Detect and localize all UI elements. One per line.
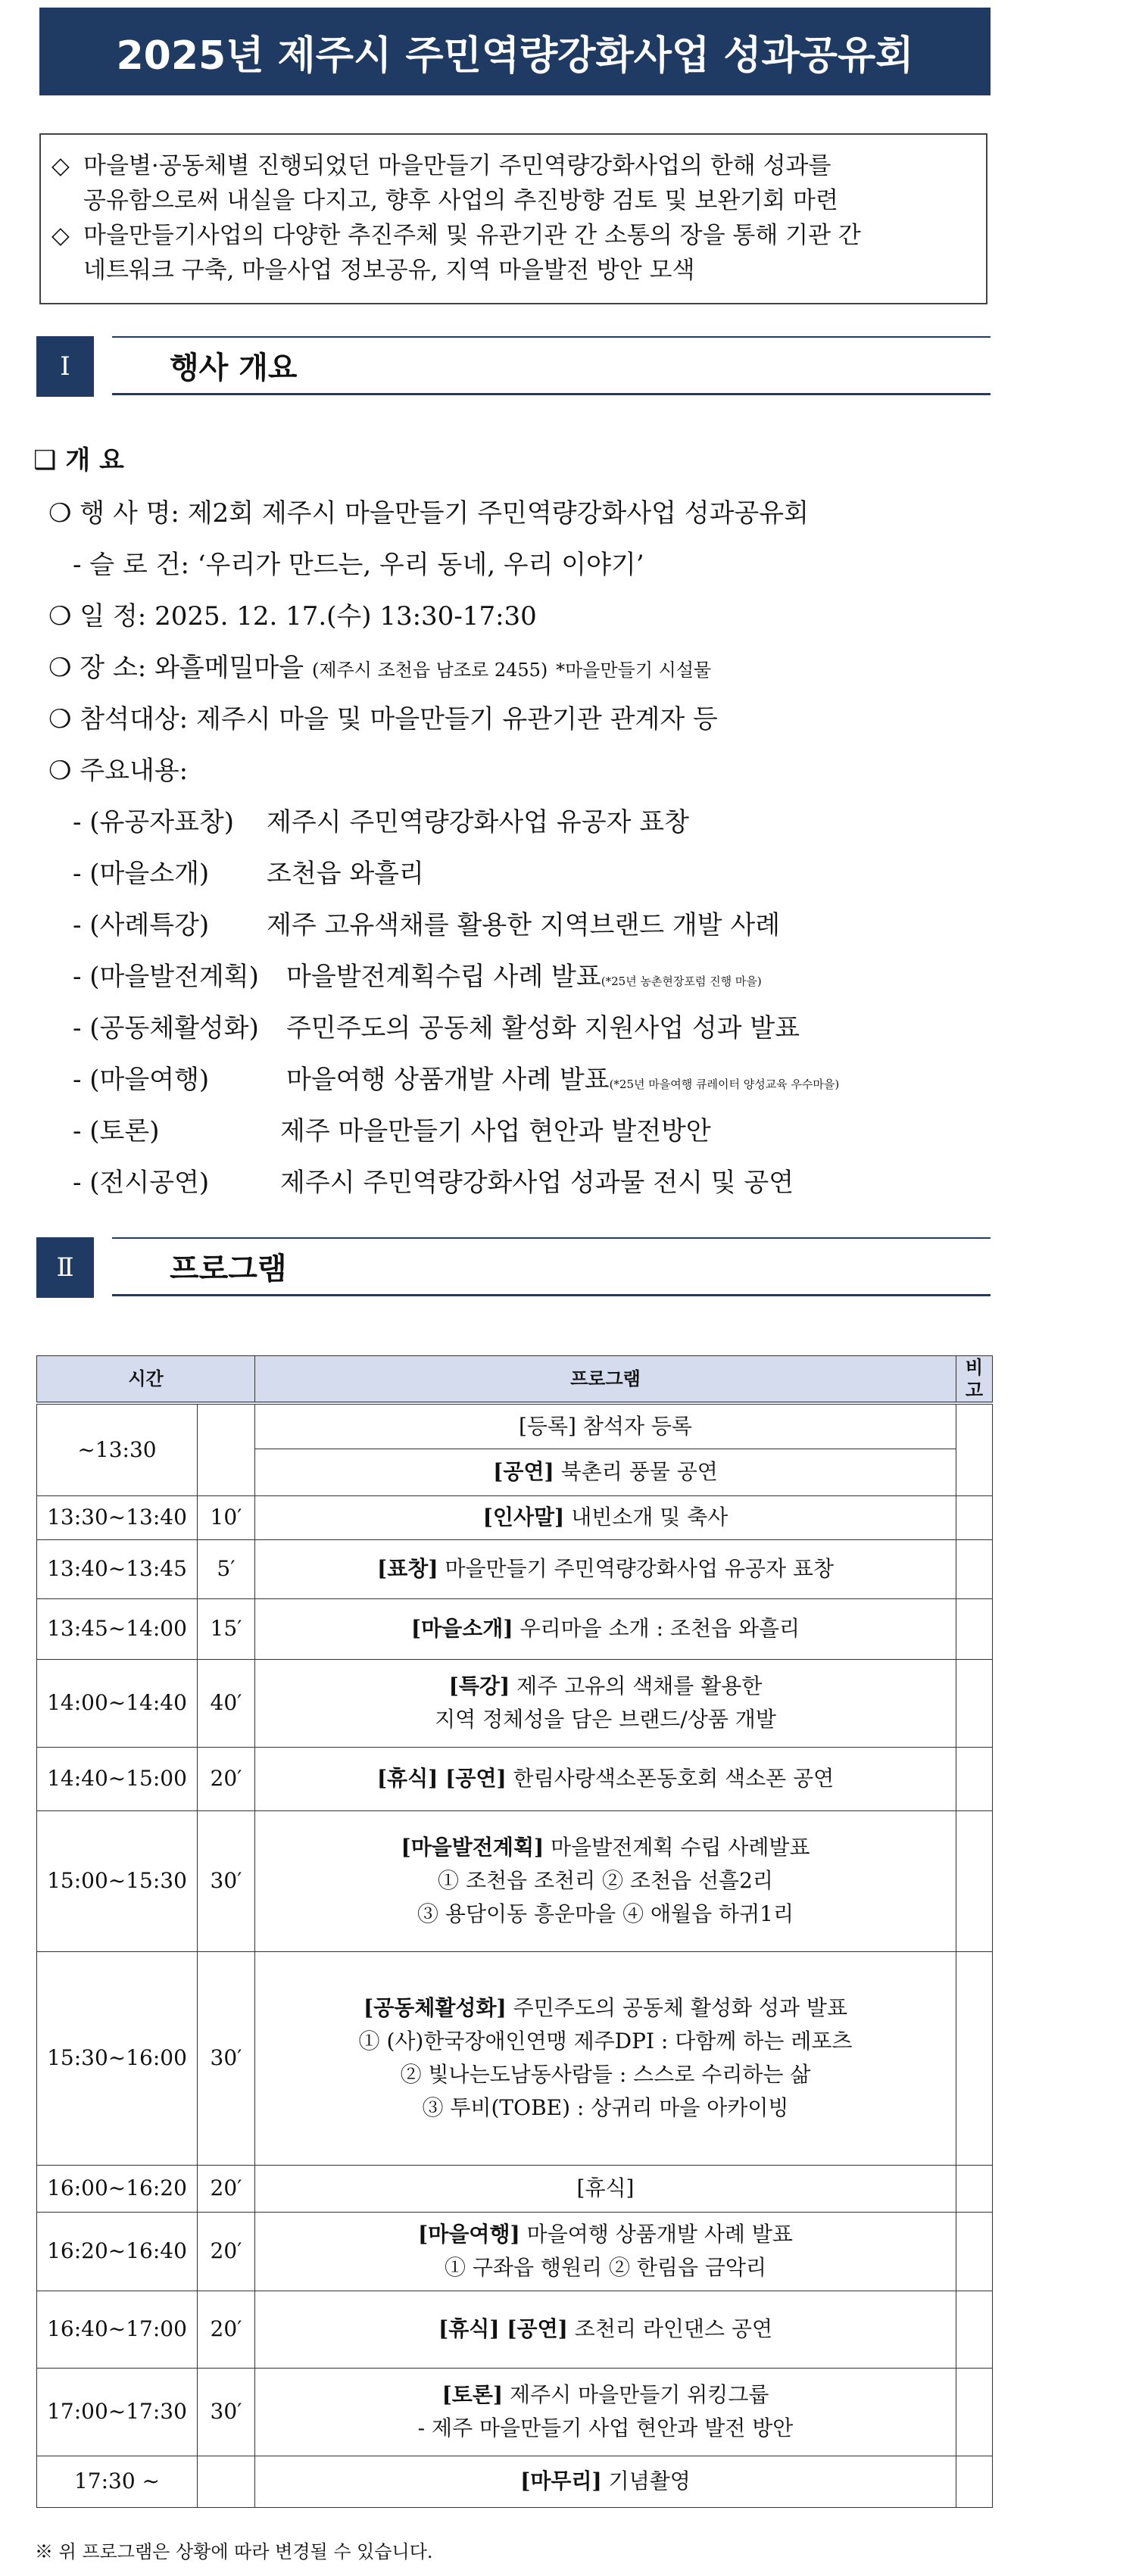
program-text: 조천리 라인댄스 공연 bbox=[567, 2316, 773, 2341]
note-cell bbox=[956, 2291, 993, 2368]
content-item bbox=[73, 853, 424, 890]
section-header-program bbox=[36, 1237, 991, 1298]
table-row bbox=[37, 1659, 993, 1747]
program-text: 마을여행 상품개발 사례 발표 bbox=[519, 2222, 793, 2247]
purpose-line: 마을별·공동체별 진행되었던 마을만들기 주민역량강화사업의 한해 성과를 bbox=[83, 152, 831, 179]
section-title: 행사 개요 bbox=[112, 336, 991, 395]
note-cell bbox=[956, 2456, 993, 2507]
note-cell bbox=[956, 1747, 993, 1810]
time-cell: ~13:30 bbox=[37, 1403, 198, 1495]
table-row bbox=[37, 1598, 993, 1659]
program-cell bbox=[255, 2291, 956, 2368]
content-label: - (마을발전계획) bbox=[73, 962, 259, 992]
program-tag: [공동체활성화] bbox=[363, 1995, 507, 2020]
section-header-overview bbox=[36, 336, 991, 397]
content-note: (*25년 마을여행 큐레이터 양성교육 우수마을) bbox=[609, 1077, 840, 1091]
duration-cell: 10′ bbox=[198, 1495, 255, 1539]
duration-cell: 20′ bbox=[198, 2165, 255, 2212]
diamond-icon: ◇ bbox=[51, 152, 70, 179]
program-detail: ① 조천읍 조천리 ② 조천읍 선흘2리 bbox=[438, 1868, 773, 1893]
table-row bbox=[37, 1810, 993, 1951]
note-cell bbox=[956, 2212, 993, 2291]
program-cell bbox=[255, 1539, 956, 1598]
content-text: 조천읍 와흘리 bbox=[267, 859, 424, 889]
footnote: ※ 위 프로그램은 상황에 따라 변경될 수 있습니다. bbox=[35, 2541, 433, 2562]
content-item bbox=[73, 801, 689, 838]
event-date bbox=[48, 595, 537, 632]
time-cell: 17:30 ~ bbox=[37, 2456, 198, 2507]
program-cell: [등록] 참석자 등록 bbox=[255, 1403, 956, 1449]
duration-cell: 20′ bbox=[198, 2291, 255, 2368]
duration-cell bbox=[198, 1403, 255, 1495]
program-detail: 지역 정체성을 담은 브랜드/상품 개발 bbox=[435, 1707, 776, 1732]
note-cell bbox=[956, 1659, 993, 1747]
content-label: - (전시공연) bbox=[73, 1168, 210, 1198]
content-note: (*25년 농촌현장포럼 진행 마을) bbox=[601, 975, 762, 988]
program-cell bbox=[255, 2456, 956, 2507]
content-text: 제주 고유색채를 활용한 지역브랜드 개발 사례 bbox=[267, 910, 781, 940]
content-item bbox=[73, 1059, 839, 1096]
program-cell bbox=[255, 2368, 956, 2456]
content-text: 마을여행 상품개발 사례 발표 bbox=[286, 1065, 610, 1095]
duration-cell: 30′ bbox=[198, 1810, 255, 1951]
program-text: 한림사랑색소폰동호회 색소폰 공연 bbox=[506, 1766, 835, 1791]
content-label: - (토론) bbox=[73, 1116, 160, 1146]
program-text: 제주시 마을만들기 위킹그룹 bbox=[503, 2382, 769, 2407]
program-tag: [마무리] bbox=[520, 2468, 602, 2493]
program-tag: [토론] bbox=[441, 2382, 504, 2407]
program-cell bbox=[255, 1810, 956, 1951]
label: ❍ 장 소: bbox=[48, 653, 147, 683]
program-detail: ② 빛나는도남동사람들 : 스스로 수리하는 삶 bbox=[400, 2062, 811, 2087]
time-cell: 13:45~14:00 bbox=[37, 1598, 198, 1659]
program-text: 우리마을 소개 : 조천읍 와흘리 bbox=[513, 1616, 800, 1641]
program-text: 마을발전계획 수립 사례발표 bbox=[544, 1835, 810, 1860]
label: ❍ 참석대상: bbox=[48, 704, 189, 734]
program-tag: [공연] bbox=[493, 1459, 554, 1484]
duration-cell: 20′ bbox=[198, 1747, 255, 1810]
program-detail: ③ 투비(TOBE) : 상귀리 마을 아카이빙 bbox=[422, 2095, 789, 2120]
note: *마을만들기 시설물 bbox=[556, 660, 712, 681]
table-row bbox=[37, 2456, 993, 2507]
content-text: 주민주도의 공동체 활성화 지원사업 성과 발표 bbox=[286, 1013, 800, 1043]
table-row bbox=[37, 2212, 993, 2291]
table-header-row bbox=[37, 1356, 993, 1404]
program-cell bbox=[255, 1449, 956, 1495]
section-number: Ⅱ bbox=[36, 1237, 94, 1298]
program-cell bbox=[255, 1495, 956, 1539]
value: 와흘메밀마을 bbox=[154, 653, 304, 683]
program-text: 마을만들기 주민역량강화사업 유공자 표창 bbox=[438, 1556, 835, 1581]
content-item bbox=[73, 904, 780, 941]
program-tag: [표창] bbox=[376, 1556, 438, 1581]
duration-cell bbox=[198, 2456, 255, 2507]
program-detail: ① 구좌읍 행원리 ② 한림읍 금악리 bbox=[444, 2255, 767, 2280]
table-row bbox=[37, 1495, 993, 1539]
note-cell bbox=[956, 1598, 993, 1659]
content-item bbox=[73, 1110, 711, 1147]
program-cell bbox=[255, 1747, 956, 1810]
content-label: - (마을소개) bbox=[73, 859, 210, 889]
table-row bbox=[37, 2291, 993, 2368]
event-place bbox=[48, 647, 711, 684]
program-tag: [마을발전계획] bbox=[401, 1835, 544, 1860]
time-cell: 17:00~17:30 bbox=[37, 2368, 198, 2456]
duration-cell: 20′ bbox=[198, 2212, 255, 2291]
table-row bbox=[37, 2368, 993, 2456]
value: 제주시 마을 및 마을만들기 유관기관 관계자 등 bbox=[195, 704, 718, 734]
time-cell: 16:40~17:00 bbox=[37, 2291, 198, 2368]
purpose-line: 마을만들기사업의 다양한 추진주체 및 유관기관 간 소통의 장을 통해 기관 간 bbox=[83, 222, 861, 249]
note-cell bbox=[956, 1495, 993, 1539]
program-tag: [인사말] bbox=[482, 1505, 565, 1530]
time-cell: 13:40~13:45 bbox=[37, 1539, 198, 1598]
time-cell: 15:00~15:30 bbox=[37, 1810, 198, 1951]
time-cell: 16:00~16:20 bbox=[37, 2165, 198, 2212]
purpose-box bbox=[39, 133, 987, 304]
diamond-icon: ◇ bbox=[51, 222, 70, 249]
program-text: 주민주도의 공동체 활성화 성과 발표 bbox=[506, 1995, 848, 2020]
duration-cell: 40′ bbox=[198, 1659, 255, 1747]
program-cell bbox=[255, 1659, 956, 1747]
overview-heading: ❑ 개 요 bbox=[33, 445, 124, 476]
time-cell: 16:20~16:40 bbox=[37, 2212, 198, 2291]
note-header: 비고 bbox=[956, 1356, 993, 1404]
program-tag: [특강] bbox=[448, 1673, 510, 1698]
section-title: 프로그램 bbox=[112, 1237, 991, 1296]
program-cell bbox=[255, 1598, 956, 1659]
program-tag: [마을여행] bbox=[418, 2222, 520, 2247]
note-cell bbox=[956, 1810, 993, 1951]
event-target bbox=[48, 698, 718, 735]
duration-cell: 30′ bbox=[198, 2368, 255, 2456]
time-cell: 15:30~16:00 bbox=[37, 1951, 198, 2165]
program-detail: ① (사)한국장애인연맹 제주DPI : 다함께 하는 레포츠 bbox=[358, 2029, 853, 2054]
content-text: 제주시 주민역량강화사업 성과물 전시 및 공연 bbox=[280, 1168, 794, 1198]
program-tag: [마을소개] bbox=[410, 1616, 513, 1641]
program-text: 기념촬영 bbox=[601, 2468, 691, 2493]
program-text: 제주 고유의 색채를 활용한 bbox=[510, 1673, 763, 1698]
event-slogan bbox=[73, 544, 644, 581]
program-tag: [휴식] [공연] bbox=[438, 2316, 568, 2341]
program-cell bbox=[255, 2212, 956, 2291]
value: ‘우리가 만드는, 우리 동네, 우리 이야기’ bbox=[197, 550, 644, 580]
table-row bbox=[37, 1747, 993, 1810]
time-cell: 14:00~14:40 bbox=[37, 1659, 198, 1747]
time-cell: 13:30~13:40 bbox=[37, 1495, 198, 1539]
contents-label: ❍ 주요내용: bbox=[48, 756, 189, 786]
time-header: 시간 bbox=[37, 1356, 255, 1404]
table-row bbox=[37, 1403, 993, 1449]
content-text: 마을발전계획수립 사례 발표 bbox=[286, 962, 601, 992]
program-text: 북촌리 풍물 공연 bbox=[554, 1459, 718, 1484]
content-label: - (유공자표창) bbox=[73, 807, 235, 837]
value: 2025. 12. 17.(수) 13:30-17:30 bbox=[154, 601, 537, 632]
label: ❍ 일 정: bbox=[48, 601, 147, 632]
value: 제2회 제주시 마을만들기 주민역량강화사업 성과공유회 bbox=[187, 498, 809, 529]
program-detail: ③ 용담이동 흥운마을 ④ 애월읍 하귀1리 bbox=[417, 1901, 794, 1926]
program-cell: [휴식] bbox=[255, 2165, 956, 2212]
content-item bbox=[73, 1162, 794, 1199]
label: - 슬 로 건: bbox=[73, 550, 189, 580]
label: ❍ 행 사 명: bbox=[48, 498, 179, 529]
content-item bbox=[73, 956, 762, 993]
table-row bbox=[37, 2165, 993, 2212]
content-text: 제주 마을만들기 사업 현안과 발전방안 bbox=[280, 1116, 711, 1146]
event-name bbox=[48, 492, 809, 529]
note-cell bbox=[956, 1539, 993, 1598]
table-row bbox=[37, 1951, 993, 2165]
program-header: 프로그램 bbox=[255, 1356, 956, 1404]
time-cell: 14:40~15:00 bbox=[37, 1747, 198, 1810]
program-table bbox=[36, 1355, 993, 2508]
program-text: 내빈소개 및 축사 bbox=[564, 1505, 728, 1530]
content-item bbox=[73, 1007, 800, 1044]
program-tag: [휴식] [공연] bbox=[376, 1766, 507, 1791]
section-number: Ⅰ bbox=[36, 336, 94, 397]
duration-cell: 15′ bbox=[198, 1598, 255, 1659]
content-text: 제주시 주민역량강화사업 유공자 표창 bbox=[267, 807, 689, 837]
purpose-line: 공유함으로써 내실을 다지고, 향후 사업의 추진방향 검토 및 보완기회 마련 bbox=[83, 187, 838, 214]
page-title: 2025년 제주시 주민역량강화사업 성과공유회 bbox=[39, 8, 991, 95]
address: (제주시 조천읍 남조로 2455) bbox=[311, 660, 548, 681]
note-cell bbox=[956, 1403, 993, 1495]
note-cell bbox=[956, 2368, 993, 2456]
note-cell bbox=[956, 2165, 993, 2212]
content-label: - (공동체활성화) bbox=[73, 1013, 259, 1043]
table-row bbox=[37, 1539, 993, 1598]
purpose-line: 네트워크 구축, 마을사업 정보공유, 지역 마을발전 방안 모색 bbox=[83, 257, 695, 284]
program-cell bbox=[255, 1951, 956, 2165]
content-label: - (마을여행) bbox=[73, 1065, 210, 1095]
content-label: - (사례특강) bbox=[73, 910, 210, 940]
program-detail: - 제주 마을만들기 사업 현안과 발전 방안 bbox=[417, 2415, 794, 2440]
duration-cell: 5′ bbox=[198, 1539, 255, 1598]
duration-cell: 30′ bbox=[198, 1951, 255, 2165]
note-cell bbox=[956, 1951, 993, 2165]
